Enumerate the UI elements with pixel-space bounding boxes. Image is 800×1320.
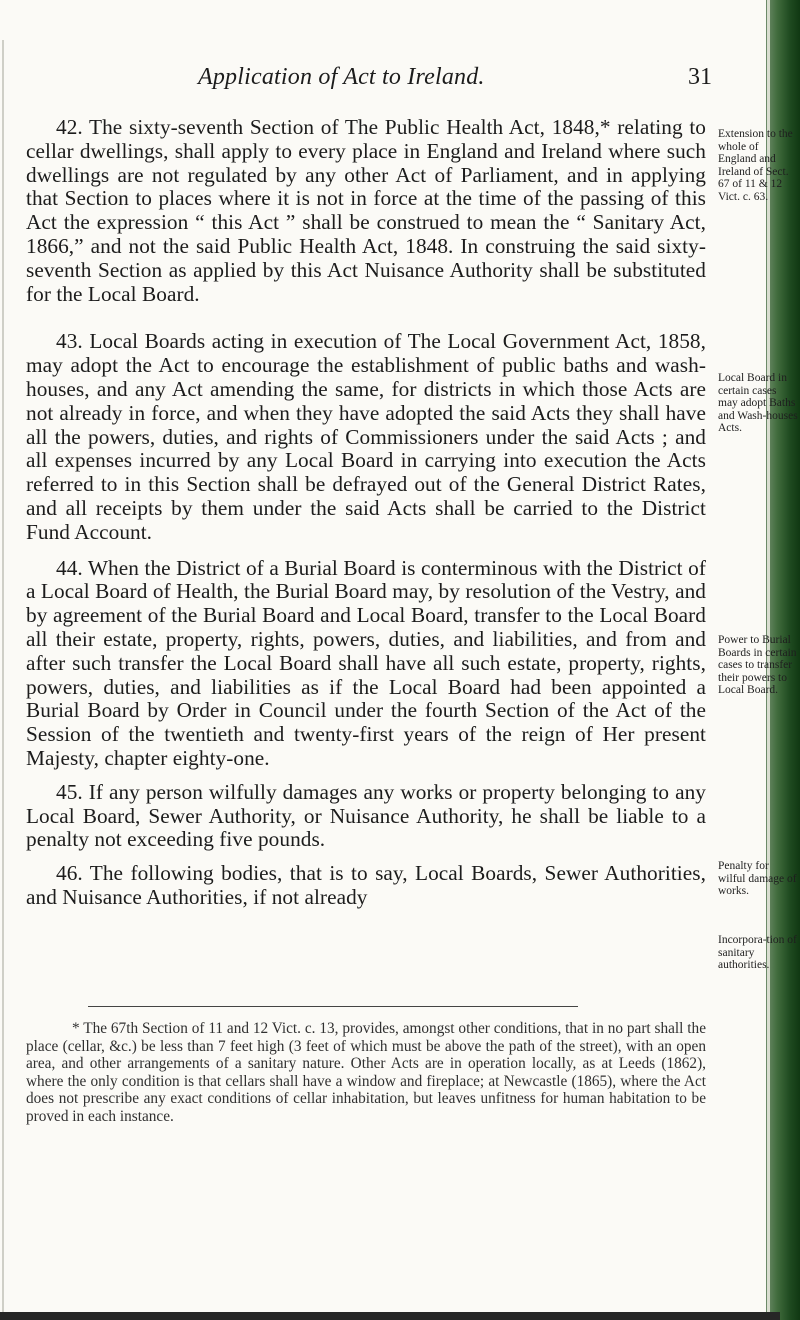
page-bottom-edge — [0, 1312, 780, 1320]
sidenote-45: Penalty for wilful damage of works. — [718, 860, 797, 897]
section-43: 43. Local Boards acting in execution of The Local Government Act, 1858, may adopt the Act to encourage the establishment of public baths and wash-houses, and any Act amending the same, for districts in which those Acts are not already in force, and when they have adopted the said Acts they shall have all the powers, duties, and rights of Commissioners under the said Acts ; and all expenses incurred by any Local Board in carrying into execution the Acts referred to in this Section shall be defrayed out of the General District Rates, and all receipts by them under the said Acts shall be carried to the District Fund Account. — [26, 329, 706, 544]
section-44: 44. When the District of a Burial Board is conterminous with the District of a Local Board of Health, the Burial Board may, by resolution of the Vestry, and by agreement of the Burial Board and Local Board, transfer to the Local Board all their estate, property, rights, powers, duties, and liabilities, and from and after such transfer the Local Board shall have all such estate, property, rights, powers, duties, and liabilities as if the Local Board had been appointed a Burial Board by Order in Council under the fourth Section of the Act of the Session of the twentieth and twenty-first years of the reign of Her present Majesty, chapter eighty-one. — [26, 555, 706, 770]
running-head: Application of Act to Ireland. — [198, 64, 485, 90]
section-45: 45. If any person wilfully damages any works or property belonging to any Local Board, Sewer Authority, or Nuisance Authority, he shall be liable to a penalty not exceeding five pounds. — [26, 779, 706, 852]
page-edge-line — [2, 40, 4, 1320]
sidenote-43: Local Board in certain cases may adopt Baths and Wash-houses Acts. — [718, 372, 798, 434]
sidenote-42: Extension to the whole of England and Ireland of Sect. 67 of 11 & 12 Vict. c. 63. — [718, 128, 793, 203]
page-number: 31 — [688, 64, 712, 90]
footnote-rule — [88, 1006, 578, 1007]
section-42: 42. The sixty-seventh Section of The Public Health Act, 1848,* relating to cellar dwellings, shall apply to every place in England and Ireland where such dwellings are not regulated by any other Act of Parliament, and in applying that Section to places where it is not in force at the time of the passing of this Act the expression “ this Act ” shall be construed to mean the “ Sanitary Act, 1866,” and not the said Public Health Act, 1848. In construing the said sixty-seventh Section as applied by this Act Nuisance Authority shall be substituted for the Local Board. — [26, 115, 706, 306]
section-46: 46. The following bodies, that is to say, Local Boards, Sewer Authorities, and Nuisance Authorities, if not already — [26, 861, 706, 909]
sidenote-46: Incorpora-tion of sanitary authorities. — [718, 934, 797, 971]
sidenote-44: Power to Burial Boards in certain cases to transfer their powers to Local Board. — [718, 634, 797, 696]
footnote: * The 67th Section of 11 and 12 Vict. c. 13, provides, amongst other conditions, that in no part shall the place (cellar, &c.) be less than 7 feet high (3 feet of which must be above the path of the street), with an open area, and other arrangements of a sanitary nature. Other Acts are in operation locally, as at Leeds (1862), where the only condition is that cellars shall have a window and fireplace; at Newcastle (1865), where the Act does not prescribe any exact conditions of cellar inhabitation, but leaves unfitness for human habitation to be proved in each instance. — [26, 1020, 706, 1125]
main-text — [26, 116, 706, 910]
